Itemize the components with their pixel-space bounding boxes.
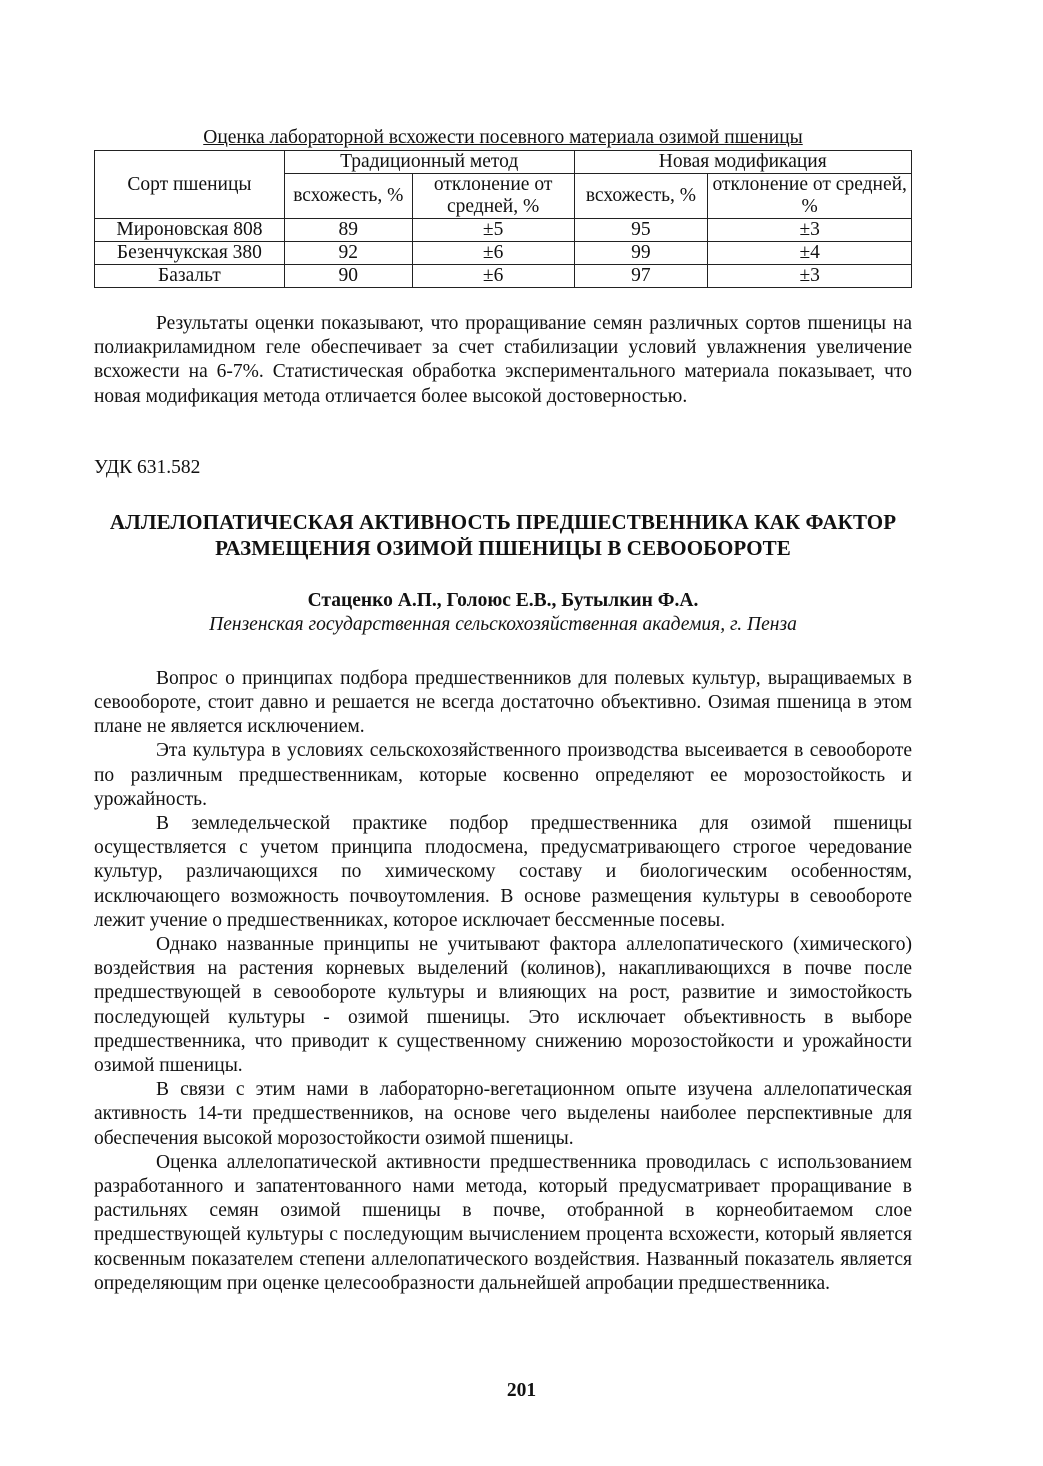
page-content xyxy=(94,126,912,1296)
cell-trad-germ: 92 xyxy=(284,242,412,265)
body-paragraph: В земледельческой практике подбор предшественника для озимой пшеницы осуществляется с учетом принципа плодосмена, предусматривающего строгое чередование культур, различающихся по химическому составу и биологическим особенностям, исключающего возможность почвоутомления. В основе размещения культуры в севообороте лежит учение о предшественниках, которое исключает бессменные посевы. xyxy=(94,813,912,931)
authors: Стаценко А.П., Голоюс Е.В., Бутылкин Ф.А. xyxy=(307,589,699,611)
table-row xyxy=(95,265,912,288)
header-new: Новая модификация xyxy=(574,151,912,174)
cell-trad-dev: ±6 xyxy=(412,242,574,265)
article-body xyxy=(94,667,912,1296)
body-paragraph: Однако названные принципы не учитывают фактора аллелопатического (химического) воздействия на растения корневых выделений (колинов), накапливающихся в почве после предшествующей в севообороте культуры и влияющих на рост, развитие и зимостойкость последующей культуры - озимой пшеницы. Это исключает объективность в выборе предшественника, что приводит к существенному снижению морозостойкости и урожайности озимой пшеницы. xyxy=(94,934,912,1077)
cell-trad-germ: 90 xyxy=(284,265,412,288)
cell-trad-germ: 89 xyxy=(284,219,412,242)
header-traditional: Традиционный метод xyxy=(284,151,574,174)
header-trad-germination: всхожесть, % xyxy=(284,174,412,219)
page-number: 201 xyxy=(506,1380,537,1401)
header-trad-deviation: отклонение от средней, % xyxy=(412,174,574,219)
cell-variety: Безенчукская 380 xyxy=(95,242,285,265)
body-paragraph: Вопрос о принципах подбора предшественников для полевых культур, выращиваемых в севообороте, стоит давно и решается не всегда достаточно объективно. Озимая пшеница в этом плане не является исключением. xyxy=(94,667,912,738)
affiliation: Пензенская государственная сельскохозяйственная академия, г. Пенза xyxy=(209,613,797,635)
header-new-deviation: отклонение от средней, % xyxy=(708,174,912,219)
table-row xyxy=(95,242,912,265)
body-paragraph: Оценка аллелопатической активности предшественника проводилась с использованием разработанного и запатентованного нами метода, который предусматривает проращивание в растильнях семян озимой пшеницы в почве, отобранной в корнеобитаемом слое предшествующей культуры с последующим вычислением процента всхожести, который является косвенным показателем степени аллелопатического воздействия. Названный показатель является определяющим при оценке целесообразности дальнейшей апробации предшественника. xyxy=(94,1151,912,1294)
cell-variety: Базальт xyxy=(95,265,285,288)
cell-new-dev: ±4 xyxy=(708,242,912,265)
header-new-germination: всхожесть, % xyxy=(574,174,708,219)
cell-new-dev: ±3 xyxy=(708,219,912,242)
cell-trad-dev: ±6 xyxy=(412,265,574,288)
udk-code: УДК 631.582 xyxy=(94,456,201,478)
germination-table xyxy=(94,150,912,288)
cell-new-dev: ±3 xyxy=(708,265,912,288)
body-paragraph: Эта культура в условиях сельскохозяйственного производства высеивается в севообороте по различным предшественникам, которые косвенно определяют ее морозостойкость и урожайность. xyxy=(94,740,912,810)
results-paragraph: Результаты оценки показывают, что проращивание семян различных сортов пшеницы на полиакриламидном геле обеспечивает за счет стабилизации условий увлажнения увеличение всхожести на 6-7%. Статистическая обработка экспериментального материала показывает, что новая модификация метода отличается более высокой достоверностью. xyxy=(94,313,912,407)
article-title: АЛЛЕЛОПАТИЧЕСКАЯ АКТИВНОСТЬ ПРЕДШЕСТВЕННИКА КАК ФАКТОР РАЗМЕЩЕНИЯ ОЗИМОЙ ПШЕНИЦЫ В СЕВООБОРОТЕ xyxy=(109,509,897,560)
table-row xyxy=(95,219,912,242)
cell-new-germ: 97 xyxy=(574,265,708,288)
cell-new-germ: 99 xyxy=(574,242,708,265)
cell-new-germ: 95 xyxy=(574,219,708,242)
cell-variety: Мироновская 808 xyxy=(95,219,285,242)
table-caption: Оценка лабораторной всхожести посевного материала озимой пшеницы xyxy=(203,127,803,148)
body-paragraph: В связи с этим нами в лабораторно-вегетационном опыте изучена аллелопатическая активность 14-ти предшественников, на основе чего выделены наиболее перспективные для обеспечения высокой морозостойкости озимой пшеницы. xyxy=(94,1079,912,1149)
cell-trad-dev: ±5 xyxy=(412,219,574,242)
header-variety: Сорт пшеницы xyxy=(95,151,285,219)
